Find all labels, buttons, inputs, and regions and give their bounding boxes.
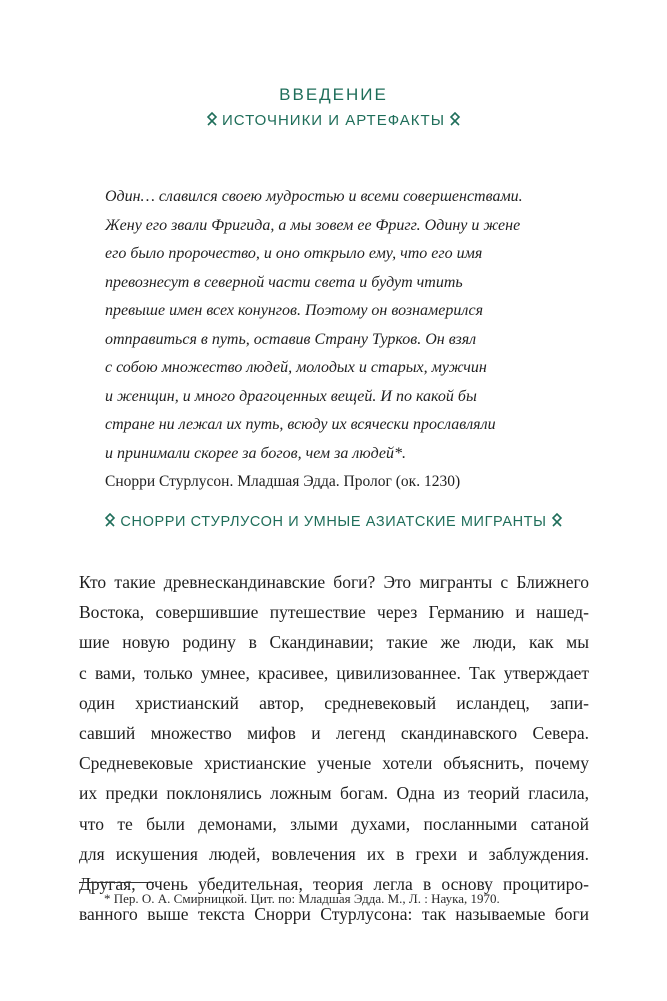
epigraph-line: Один… славился своею мудростью и всеми совершенствами. xyxy=(105,188,523,205)
section-heading-text: СНОРРИ СТУРЛУСОН И УМНЫЕ АЗИАТСКИЕ МИГРАНТЫ xyxy=(120,513,547,530)
body-line: Другая, очень убедительная, теория легла в основу процитиро- xyxy=(79,874,589,895)
epigraph-line: Жену его звали Фригида, а мы зовем ее Фригг. Одину и жене xyxy=(105,216,521,234)
footnote: * Пер. О. А. Смирницкой. Цит. по: Младшая Эдда. М., Л. : Наука, 1970. xyxy=(104,891,500,906)
body-line: Востока, совершившие путешествие через Германию и нашед- xyxy=(79,602,589,623)
epigraph xyxy=(105,183,565,497)
epigraph-line: его было пророчество, и оно открыло ему, что его имя xyxy=(105,245,483,262)
rune-othala-icon xyxy=(449,112,461,130)
epigraph-line: стране ни лежал их путь, всюду их всячески прославляли xyxy=(105,416,496,433)
epigraph-line: и принимали скорее за богов, чем за людей*. xyxy=(105,444,407,462)
body-line: Средневековые христианские ученые хотели объяснить, почему xyxy=(79,753,589,774)
rune-othala-icon xyxy=(551,513,563,531)
body-line: для искушения людей, вовлечения их в грехи и заблуждения. xyxy=(79,843,589,864)
body-line: шие новую родину в Скандинавии; такие же люди, как мы xyxy=(79,632,589,653)
footnote-divider xyxy=(79,882,154,883)
epigraph-line: отправиться в путь, оставив Страну Турков. Он взял xyxy=(105,330,477,348)
epigraph-line: превыше имен всех конунгов. Поэтому он вознамерился xyxy=(105,302,484,319)
rune-othala-icon xyxy=(206,112,218,130)
epigraph-line: превознесут в северной части света и будут чтить xyxy=(105,273,463,291)
subtitle-text: ИСТОЧНИКИ И АРТЕФАКТЫ xyxy=(222,112,445,129)
body-line: что те были демонами, злыми духами, посланными сатаной xyxy=(79,813,589,834)
epigraph-line: и женщин, и много драгоценных вещей. И по какой бы xyxy=(105,387,477,405)
section-heading xyxy=(0,513,667,531)
body-line: с вами, только умнее, красивее, цивилизованнее. Так утверждает xyxy=(79,662,589,683)
body-line: Кто такие древнескандинавские боги? Это мигранты с Ближнего xyxy=(79,572,589,592)
body-line: один христианский автор, средневековый исландец, запи- xyxy=(79,692,589,713)
body-text xyxy=(79,567,589,929)
body-line: их предки поклонялись ложным богам. Одна из теорий гласила, xyxy=(79,783,589,804)
chapter-title: ВВЕДЕНИЕ xyxy=(279,85,388,104)
chapter-subtitle xyxy=(0,112,667,130)
body-line: савший множество мифов и легенд скандинавского Севера. xyxy=(79,723,589,744)
epigraph-attribution: Снорри Стурлусон. Младшая Эдда. Пролог (ок. 1230) xyxy=(105,473,461,490)
epigraph-line: с собою множество людей, молодых и старых, мужчин xyxy=(105,359,487,376)
body-line: ванного выше текста Снорри Стурлусона: так называемые боги xyxy=(79,904,589,925)
rune-othala-icon xyxy=(104,513,116,531)
